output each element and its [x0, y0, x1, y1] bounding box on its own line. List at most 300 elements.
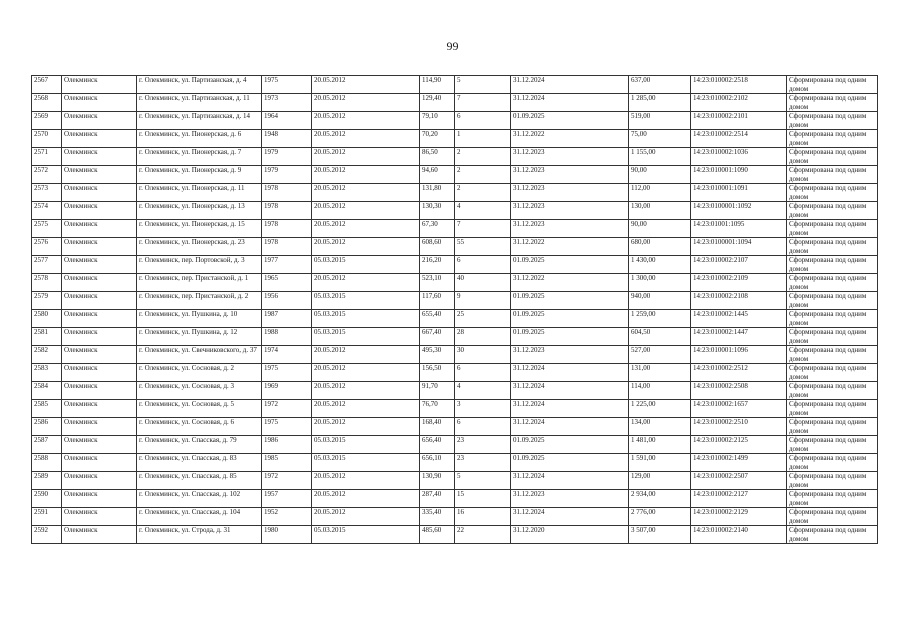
status-cell: Сформирована под одним домом — [787, 418, 878, 436]
residents-cell: 23 — [455, 436, 511, 454]
deadline-cell: 31.12.2022 — [511, 130, 629, 148]
settlement-cell: Олекминск — [62, 418, 137, 436]
table-row — [32, 472, 878, 490]
residents-cell: 2 — [455, 166, 511, 184]
deadline-cell: 01.09.2025 — [511, 292, 629, 310]
table-row — [32, 238, 878, 256]
amount-cell: 130,00 — [629, 202, 691, 220]
date-cell: 20.05.2012 — [312, 238, 420, 256]
residents-cell: 5 — [455, 76, 511, 94]
status-cell: Сформирована под одним домом — [787, 346, 878, 364]
housing-registry-table — [31, 75, 878, 544]
date-cell: 05.03.2015 — [312, 526, 420, 544]
table-row — [32, 418, 878, 436]
address-cell: г. Олекминск, ул. Спасская, д. 83 — [137, 454, 262, 472]
address-cell: г. Олекминск, пер. Портовской, д. 3 — [137, 256, 262, 274]
date-cell: 05.03.2015 — [312, 454, 420, 472]
status-cell: Сформирована под одним домом — [787, 526, 878, 544]
cadastral-number-cell: 14:23:010002:2102 — [691, 94, 787, 112]
date-cell: 20.05.2012 — [312, 274, 420, 292]
area-cell: 94,60 — [420, 166, 455, 184]
settlement-cell: Олекминск — [62, 292, 137, 310]
deadline-cell: 01.09.2025 — [511, 436, 629, 454]
residents-cell: 3 — [455, 400, 511, 418]
residents-cell: 6 — [455, 256, 511, 274]
table-row — [32, 526, 878, 544]
amount-cell: 2 776,00 — [629, 508, 691, 526]
area-cell: 608,60 — [420, 238, 455, 256]
cadastral-number-cell: 14:23:010002:1499 — [691, 454, 787, 472]
deadline-cell: 31.12.2023 — [511, 166, 629, 184]
cadastral-number-cell: 14:23:010002:1657 — [691, 400, 787, 418]
residents-cell: 30 — [455, 346, 511, 364]
table-row — [32, 454, 878, 472]
residents-cell: 6 — [455, 418, 511, 436]
row-number-cell: 2574 — [32, 202, 62, 220]
area-cell: 655,40 — [420, 310, 455, 328]
deadline-cell: 01.09.2025 — [511, 454, 629, 472]
row-number-cell: 2590 — [32, 490, 62, 508]
cadastral-number-cell: 14:23:010002:1445 — [691, 310, 787, 328]
cadastral-number-cell: 14:23:010002:2512 — [691, 364, 787, 382]
address-cell: г. Олекминск, ул. Пионерская, д. 15 — [137, 220, 262, 238]
amount-cell: 1 481,00 — [629, 436, 691, 454]
build-year-cell: 1985 — [262, 454, 312, 472]
area-cell: 86,50 — [420, 148, 455, 166]
area-cell: 76,70 — [420, 400, 455, 418]
settlement-cell: Олекминск — [62, 490, 137, 508]
amount-cell: 90,00 — [629, 166, 691, 184]
build-year-cell: 1972 — [262, 472, 312, 490]
settlement-cell: Олекминск — [62, 238, 137, 256]
date-cell: 20.05.2012 — [312, 148, 420, 166]
deadline-cell: 31.12.2023 — [511, 184, 629, 202]
address-cell: г. Олекминск, ул. Пионерская, д. 6 — [137, 130, 262, 148]
address-cell: г. Олекминск, ул. Пионерская, д. 7 — [137, 148, 262, 166]
table-row — [32, 328, 878, 346]
address-cell: г. Олекминск, ул. Пионерская, д. 23 — [137, 238, 262, 256]
status-cell: Сформирована под одним домом — [787, 202, 878, 220]
cadastral-number-cell: 14:23:0100001:1092 — [691, 202, 787, 220]
date-cell: 20.05.2012 — [312, 490, 420, 508]
settlement-cell: Олекминск — [62, 184, 137, 202]
deadline-cell: 31.12.2022 — [511, 274, 629, 292]
table-row — [32, 400, 878, 418]
deadline-cell: 31.12.2022 — [511, 238, 629, 256]
residents-cell: 4 — [455, 382, 511, 400]
status-cell: Сформирована под одним домом — [787, 256, 878, 274]
build-year-cell: 1974 — [262, 346, 312, 364]
deadline-cell: 31.12.2024 — [511, 472, 629, 490]
date-cell: 20.05.2012 — [312, 418, 420, 436]
amount-cell: 527,00 — [629, 346, 691, 364]
area-cell: 67,30 — [420, 220, 455, 238]
amount-cell: 519,00 — [629, 112, 691, 130]
cadastral-number-cell: 14:23:0100001:1094 — [691, 238, 787, 256]
table-row — [32, 364, 878, 382]
address-cell: г. Олекминск, ул. Партизанская, д. 14 — [137, 112, 262, 130]
table-row — [32, 274, 878, 292]
residents-cell: 1 — [455, 130, 511, 148]
amount-cell: 1 225,00 — [629, 400, 691, 418]
amount-cell: 2 934,00 — [629, 490, 691, 508]
row-number-cell: 2576 — [32, 238, 62, 256]
amount-cell: 604,50 — [629, 328, 691, 346]
row-number-cell: 2578 — [32, 274, 62, 292]
settlement-cell: Олекминск — [62, 382, 137, 400]
address-cell: г. Олекминск, ул. Пионерская, д. 13 — [137, 202, 262, 220]
settlement-cell: Олекминск — [62, 364, 137, 382]
cadastral-number-cell: 14:23:010002:2140 — [691, 526, 787, 544]
settlement-cell: Олекминск — [62, 94, 137, 112]
date-cell: 20.05.2012 — [312, 130, 420, 148]
amount-cell: 3 507,00 — [629, 526, 691, 544]
build-year-cell: 1975 — [262, 418, 312, 436]
row-number-cell: 2577 — [32, 256, 62, 274]
deadline-cell: 01.09.2025 — [511, 310, 629, 328]
status-cell: Сформирована под одним домом — [787, 184, 878, 202]
cadastral-number-cell: 14:23:010001:1091 — [691, 184, 787, 202]
table-row — [32, 382, 878, 400]
row-number-cell: 2570 — [32, 130, 62, 148]
cadastral-number-cell: 14:23:010001:1090 — [691, 166, 787, 184]
row-number-cell: 2580 — [32, 310, 62, 328]
build-year-cell: 1979 — [262, 148, 312, 166]
address-cell: г. Олекминск, ул. Сосновая, д. 6 — [137, 418, 262, 436]
address-cell: г. Олекминск, ул. Партизанская, д. 4 — [137, 76, 262, 94]
deadline-cell: 31.12.2023 — [511, 490, 629, 508]
area-cell: 495,30 — [420, 346, 455, 364]
address-cell: г. Олекминск, ул. Пионерская, д. 9 — [137, 166, 262, 184]
settlement-cell: Олекминск — [62, 526, 137, 544]
deadline-cell: 31.12.2024 — [511, 76, 629, 94]
status-cell: Сформирована под одним домом — [787, 472, 878, 490]
deadline-cell: 31.12.2023 — [511, 202, 629, 220]
area-cell: 667,40 — [420, 328, 455, 346]
deadline-cell: 31.12.2024 — [511, 508, 629, 526]
cadastral-number-cell: 14:23:010002:1447 — [691, 328, 787, 346]
status-cell: Сформирована под одним домом — [787, 94, 878, 112]
date-cell: 20.05.2012 — [312, 346, 420, 364]
cadastral-number-cell: 14:23:010002:2510 — [691, 418, 787, 436]
date-cell: 05.03.2015 — [312, 436, 420, 454]
row-number-cell: 2567 — [32, 76, 62, 94]
deadline-cell: 31.12.2023 — [511, 148, 629, 166]
area-cell: 656,10 — [420, 454, 455, 472]
amount-cell: 637,00 — [629, 76, 691, 94]
address-cell: г. Олекминск, ул. Спасская, д. 79 — [137, 436, 262, 454]
table-row — [32, 508, 878, 526]
address-cell: г. Олекминск, ул. Свечниковского, д. 37 — [137, 346, 262, 364]
settlement-cell: Олекминск — [62, 220, 137, 238]
table-row — [32, 130, 878, 148]
table-row — [32, 310, 878, 328]
build-year-cell: 1978 — [262, 184, 312, 202]
residents-cell: 2 — [455, 184, 511, 202]
amount-cell: 1 259,00 — [629, 310, 691, 328]
date-cell: 20.05.2012 — [312, 202, 420, 220]
table-row — [32, 202, 878, 220]
residents-cell: 4 — [455, 202, 511, 220]
table-row — [32, 166, 878, 184]
address-cell: г. Олекминск, пер. Пристанской, д. 2 — [137, 292, 262, 310]
build-year-cell: 1978 — [262, 238, 312, 256]
area-cell: 129,40 — [420, 94, 455, 112]
amount-cell: 90,00 — [629, 220, 691, 238]
settlement-cell: Олекминск — [62, 400, 137, 418]
amount-cell: 131,00 — [629, 364, 691, 382]
cadastral-number-cell: 14:23:010002:2109 — [691, 274, 787, 292]
cadastral-number-cell: 14:23:010002:2508 — [691, 382, 787, 400]
area-cell: 523,10 — [420, 274, 455, 292]
row-number-cell: 2568 — [32, 94, 62, 112]
area-cell: 156,50 — [420, 364, 455, 382]
status-cell: Сформирована под одним домом — [787, 436, 878, 454]
residents-cell: 15 — [455, 490, 511, 508]
build-year-cell: 1972 — [262, 400, 312, 418]
area-cell: 656,40 — [420, 436, 455, 454]
settlement-cell: Олекминск — [62, 508, 137, 526]
area-cell: 335,40 — [420, 508, 455, 526]
status-cell: Сформирована под одним домом — [787, 364, 878, 382]
status-cell: Сформирована под одним домом — [787, 328, 878, 346]
row-number-cell: 2588 — [32, 454, 62, 472]
amount-cell: 940,00 — [629, 292, 691, 310]
cadastral-number-cell: 14:23:010002:2127 — [691, 490, 787, 508]
residents-cell: 55 — [455, 238, 511, 256]
table-row — [32, 148, 878, 166]
area-cell: 130,30 — [420, 202, 455, 220]
table-row — [32, 292, 878, 310]
build-year-cell: 1978 — [262, 202, 312, 220]
deadline-cell: 31.12.2023 — [511, 220, 629, 238]
build-year-cell: 1978 — [262, 220, 312, 238]
settlement-cell: Олекминск — [62, 202, 137, 220]
status-cell: Сформирована под одним домом — [787, 220, 878, 238]
amount-cell: 680,00 — [629, 238, 691, 256]
amount-cell: 1 285,00 — [629, 94, 691, 112]
area-cell: 216,20 — [420, 256, 455, 274]
row-number-cell: 2591 — [32, 508, 62, 526]
address-cell: г. Олекминск, ул. Пионерская, д. 11 — [137, 184, 262, 202]
status-cell: Сформирована под одним домом — [787, 382, 878, 400]
address-cell: г. Олекминск, ул. Партизанская, д. 11 — [137, 94, 262, 112]
status-cell: Сформирована под одним домом — [787, 454, 878, 472]
table-row — [32, 76, 878, 94]
area-cell: 91,70 — [420, 382, 455, 400]
page-number: 99 — [446, 39, 459, 53]
date-cell: 05.03.2015 — [312, 256, 420, 274]
settlement-cell: Олекминск — [62, 130, 137, 148]
cadastral-number-cell: 14:23:010002:2107 — [691, 256, 787, 274]
deadline-cell: 31.12.2024 — [511, 400, 629, 418]
settlement-cell: Олекминск — [62, 112, 137, 130]
build-year-cell: 1969 — [262, 382, 312, 400]
area-cell: 485,60 — [420, 526, 455, 544]
cadastral-number-cell: 14:23:010002:2108 — [691, 292, 787, 310]
row-number-cell: 2571 — [32, 148, 62, 166]
area-cell: 130,90 — [420, 472, 455, 490]
row-number-cell: 2583 — [32, 364, 62, 382]
build-year-cell: 1977 — [262, 256, 312, 274]
build-year-cell: 1975 — [262, 76, 312, 94]
address-cell: г. Олекминск, ул. Пушкина, д. 10 — [137, 310, 262, 328]
date-cell: 20.05.2012 — [312, 508, 420, 526]
build-year-cell: 1979 — [262, 166, 312, 184]
cadastral-number-cell: 14:23:010002:2514 — [691, 130, 787, 148]
table-row — [32, 490, 878, 508]
address-cell: г. Олекминск, ул. Спасская, д. 102 — [137, 490, 262, 508]
residents-cell: 25 — [455, 310, 511, 328]
status-cell: Сформирована под одним домом — [787, 148, 878, 166]
table-row — [32, 184, 878, 202]
cadastral-number-cell: 14:23:010002:1036 — [691, 148, 787, 166]
build-year-cell: 1964 — [262, 112, 312, 130]
row-number-cell: 2587 — [32, 436, 62, 454]
build-year-cell: 1952 — [262, 508, 312, 526]
settlement-cell: Олекминск — [62, 436, 137, 454]
build-year-cell: 1975 — [262, 364, 312, 382]
deadline-cell: 31.12.2020 — [511, 526, 629, 544]
status-cell: Сформирована под одним домом — [787, 490, 878, 508]
date-cell: 05.03.2015 — [312, 292, 420, 310]
address-cell: г. Олекминск, пер. Пристанской, д. 1 — [137, 274, 262, 292]
cadastral-number-cell: 14:23:010002:2507 — [691, 472, 787, 490]
build-year-cell: 1980 — [262, 526, 312, 544]
deadline-cell: 31.12.2024 — [511, 94, 629, 112]
date-cell: 20.05.2012 — [312, 166, 420, 184]
address-cell: г. Олекминск, ул. Сосновая, д. 5 — [137, 400, 262, 418]
deadline-cell: 31.12.2023 — [511, 346, 629, 364]
residents-cell: 5 — [455, 472, 511, 490]
address-cell: г. Олекминск, ул. Пушкина, д. 12 — [137, 328, 262, 346]
deadline-cell: 01.09.2025 — [511, 112, 629, 130]
residents-cell: 2 — [455, 148, 511, 166]
build-year-cell: 1986 — [262, 436, 312, 454]
row-number-cell: 2584 — [32, 382, 62, 400]
settlement-cell: Олекминск — [62, 76, 137, 94]
status-cell: Сформирована под одним домом — [787, 112, 878, 130]
settlement-cell: Олекминск — [62, 166, 137, 184]
settlement-cell: Олекминск — [62, 346, 137, 364]
residents-cell: 6 — [455, 112, 511, 130]
table-row — [32, 94, 878, 112]
address-cell: г. Олекминск, ул. Сосновая, д. 2 — [137, 364, 262, 382]
residents-cell: 7 — [455, 94, 511, 112]
date-cell: 05.03.2015 — [312, 310, 420, 328]
row-number-cell: 2575 — [32, 220, 62, 238]
cadastral-number-cell: 14:23:01001:1095 — [691, 220, 787, 238]
build-year-cell: 1948 — [262, 130, 312, 148]
status-cell: Сформирована под одним домом — [787, 238, 878, 256]
date-cell: 20.05.2012 — [312, 472, 420, 490]
build-year-cell: 1973 — [262, 94, 312, 112]
cadastral-number-cell: 14:23:010002:2129 — [691, 508, 787, 526]
settlement-cell: Олекминск — [62, 310, 137, 328]
settlement-cell: Олекминск — [62, 454, 137, 472]
residents-cell: 9 — [455, 292, 511, 310]
row-number-cell: 2579 — [32, 292, 62, 310]
area-cell: 79,10 — [420, 112, 455, 130]
cadastral-number-cell: 14:23:010002:2125 — [691, 436, 787, 454]
status-cell: Сформирована под одним домом — [787, 130, 878, 148]
row-number-cell: 2581 — [32, 328, 62, 346]
table-row — [32, 220, 878, 238]
status-cell: Сформирована под одним домом — [787, 508, 878, 526]
address-cell: г. Олекминск, ул. Спасская, д. 85 — [137, 472, 262, 490]
amount-cell: 114,00 — [629, 382, 691, 400]
build-year-cell: 1957 — [262, 490, 312, 508]
status-cell: Сформирована под одним домом — [787, 166, 878, 184]
status-cell: Сформирована под одним домом — [787, 400, 878, 418]
row-number-cell: 2585 — [32, 400, 62, 418]
row-number-cell: 2586 — [32, 418, 62, 436]
area-cell: 287,40 — [420, 490, 455, 508]
amount-cell: 112,00 — [629, 184, 691, 202]
table-row — [32, 436, 878, 454]
date-cell: 20.05.2012 — [312, 220, 420, 238]
amount-cell: 1 155,00 — [629, 148, 691, 166]
residents-cell: 23 — [455, 454, 511, 472]
date-cell: 20.05.2012 — [312, 112, 420, 130]
cadastral-number-cell: 14:23:010002:2101 — [691, 112, 787, 130]
cadastral-number-cell: 14:23:010002:2518 — [691, 76, 787, 94]
row-number-cell: 2572 — [32, 166, 62, 184]
deadline-cell: 01.09.2025 — [511, 328, 629, 346]
residents-cell: 22 — [455, 526, 511, 544]
table-row — [32, 112, 878, 130]
date-cell: 20.05.2012 — [312, 76, 420, 94]
residents-cell: 16 — [455, 508, 511, 526]
address-cell: г. Олекминск, ул. Сосновая, д. 3 — [137, 382, 262, 400]
row-number-cell: 2582 — [32, 346, 62, 364]
amount-cell: 129,00 — [629, 472, 691, 490]
row-number-cell: 2592 — [32, 526, 62, 544]
residents-cell: 40 — [455, 274, 511, 292]
residents-cell: 6 — [455, 364, 511, 382]
address-cell: г. Олекминск, ул. Спасская, д. 104 — [137, 508, 262, 526]
residents-cell: 28 — [455, 328, 511, 346]
date-cell: 20.05.2012 — [312, 94, 420, 112]
status-cell: Сформирована под одним домом — [787, 76, 878, 94]
settlement-cell: Олекминск — [62, 256, 137, 274]
deadline-cell: 31.12.2024 — [511, 364, 629, 382]
settlement-cell: Олекминск — [62, 328, 137, 346]
area-cell: 70,20 — [420, 130, 455, 148]
amount-cell: 134,00 — [629, 418, 691, 436]
amount-cell: 1 300,00 — [629, 274, 691, 292]
date-cell: 20.05.2012 — [312, 400, 420, 418]
amount-cell: 75,00 — [629, 130, 691, 148]
residents-cell: 7 — [455, 220, 511, 238]
cadastral-number-cell: 14:23:010001:1096 — [691, 346, 787, 364]
amount-cell: 1 430,00 — [629, 256, 691, 274]
date-cell: 20.05.2012 — [312, 382, 420, 400]
build-year-cell: 1965 — [262, 274, 312, 292]
build-year-cell: 1987 — [262, 310, 312, 328]
status-cell: Сформирована под одним домом — [787, 292, 878, 310]
address-cell: г. Олекминск, ул. Строда, д. 31 — [137, 526, 262, 544]
area-cell: 114,90 — [420, 76, 455, 94]
row-number-cell: 2569 — [32, 112, 62, 130]
build-year-cell: 1956 — [262, 292, 312, 310]
deadline-cell: 31.12.2024 — [511, 418, 629, 436]
date-cell: 20.05.2012 — [312, 184, 420, 202]
settlement-cell: Олекминск — [62, 472, 137, 490]
area-cell: 131,80 — [420, 184, 455, 202]
row-number-cell: 2589 — [32, 472, 62, 490]
settlement-cell: Олекминск — [62, 148, 137, 166]
